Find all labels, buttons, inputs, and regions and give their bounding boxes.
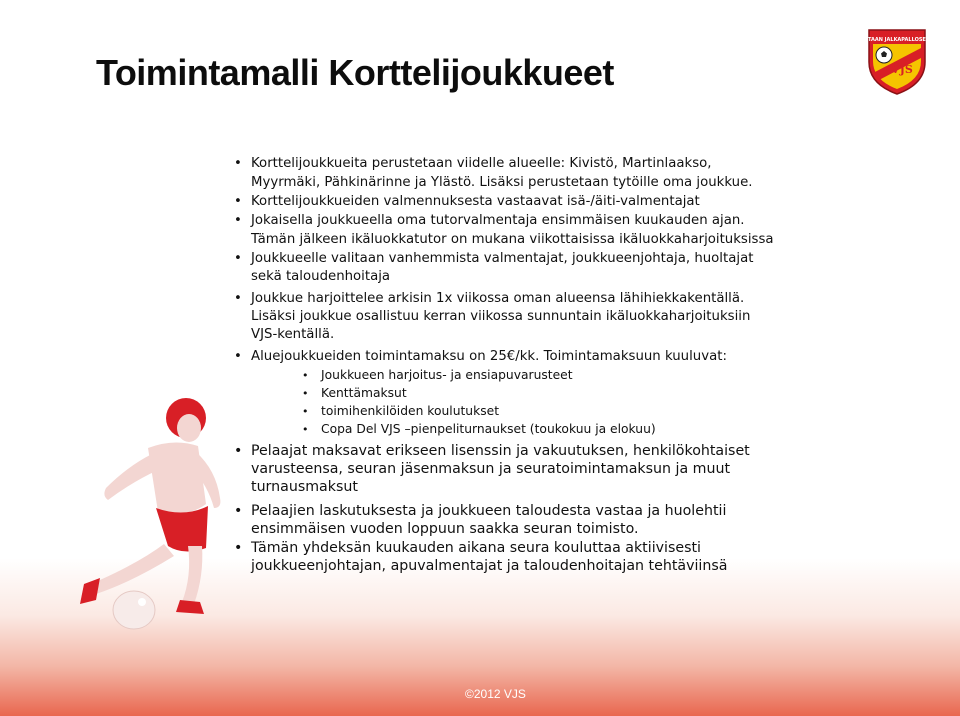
vjs-crest-icon	[856, 28, 938, 96]
logo-text: VANTAAN JALKAPALLOSEURA	[856, 37, 938, 43]
list-item	[232, 193, 862, 211]
list-item	[232, 290, 862, 344]
bullet-text: • Pelaajien laskutuksesta ja joukkueen taloudesta vastaa ja huolehtii	[251, 503, 727, 519]
bullet-text: joukkueenjohtajan, apuvalmentajat ja taloudenhoitajan tehtäviinsä	[251, 558, 728, 574]
list-item	[232, 155, 862, 173]
list-item	[232, 502, 862, 538]
bullet-text: varusteensa, seuran jäsenmaksun ja seuratoimintamaksun ja muut	[251, 461, 731, 477]
bullet-list	[232, 155, 862, 576]
list-item	[232, 348, 862, 366]
bullet-text: • Joukkueelle valitaan vanhemmista valmentajat, joukkueenjohtaja, huoltajat	[251, 251, 754, 266]
list-item-continuation: Myyrmäki, Pähkinärinne ja Ylästö. Lisäksi perustetaan tytöille oma joukkue.	[251, 175, 753, 190]
list-item	[232, 212, 862, 230]
list-item	[232, 539, 862, 575]
list-item-continuation: Tämän jälkeen ikäluokkatutor on mukana viikottaisissa ikäluokkaharjoituksissa	[251, 232, 774, 247]
bullet-text: • Korttelijoukkueiden valmennuksesta vastaavat isä-/äiti-valmentajat	[251, 194, 700, 209]
sub-list-item: • toimihenkilöiden koulutukset	[232, 403, 862, 420]
bullet-text: Lisäksi joukkue osallistuu kerran viikossa sunnuntain ikäluokkaharjoituksiin	[251, 309, 751, 324]
footer-copyright: ©2012 VJS	[465, 687, 526, 701]
bullet-text: ensimmäisen vuoden loppuun saakka seuran toimisto.	[251, 521, 639, 537]
bullet-text: • Aluejoukkueiden toimintamaksu on 25€/kk. Toimintamaksuun kuuluvat:	[251, 349, 727, 364]
soccer-player-illustration	[56, 396, 256, 640]
sub-list-item: • Joukkueen harjoitus- ja ensiapuvarusteet	[232, 367, 862, 384]
slide-title: Toimintamalli Korttelijoukkueet	[96, 52, 614, 93]
bullet-text: • Jokaisella joukkueella oma tutorvalmentaja ensimmäisen kuukauden ajan.	[251, 213, 745, 228]
bullet-text: turnausmaksut	[251, 479, 358, 495]
list-item	[232, 442, 862, 496]
list-item	[232, 250, 862, 286]
bullet-text: • Tämän yhdeksän kuukauden aikana seura kouluttaa aktiivisesti	[251, 540, 701, 556]
sub-list-item: • Kenttämaksut	[232, 385, 862, 402]
logo-initials: VJS	[891, 63, 913, 76]
bullet-text: VJS-kentällä.	[251, 327, 335, 342]
bullet-text: • Joukkue harjoittelee arkisin 1x viikossa oman alueensa lähihiekkakentällä.	[251, 291, 745, 306]
bullet-text: • Korttelijoukkueita perustetaan viidelle alueelle: Kivistö, Martinlaakso,	[251, 156, 712, 171]
sub-list-item: • Copa Del VJS –pienpeliturnaukset (toukokuu ja elokuu)	[232, 421, 862, 438]
bullet-text: • Pelaajat maksavat erikseen lisenssin ja vakuutuksen, henkilökohtaiset	[251, 443, 750, 459]
bullet-text: sekä taloudenhoitaja	[251, 269, 391, 284]
